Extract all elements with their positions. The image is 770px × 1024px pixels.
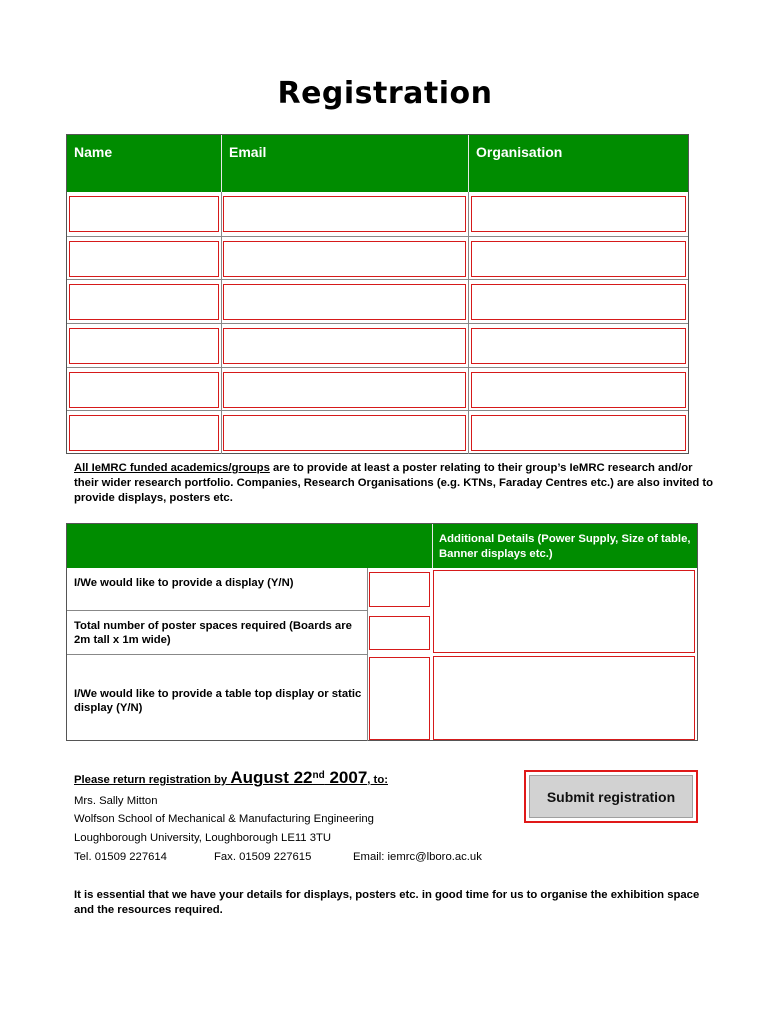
notice-text: are to provide at least a poster relating to their group’s IeMRC research and/or their wider research portfolio. Companies, Research Organisations (e.g. KTNs, Faraday Centres etc.) are also invited to provide displays, posters etc. [74, 462, 714, 504]
registration-row [67, 323, 688, 367]
organisation-input[interactable] [471, 372, 686, 408]
name-input[interactable] [69, 415, 219, 451]
display-yn-input[interactable] [369, 572, 430, 607]
display-table-header [67, 524, 697, 568]
telephone: Tel. 01509 227614 [74, 851, 167, 863]
return-instructions [74, 768, 388, 788]
organisation-input[interactable] [471, 415, 686, 451]
additional-details-header: Additional Details (Power Supply, Size of table, Banner displays etc.) [432, 524, 697, 568]
email-input[interactable] [223, 372, 466, 408]
university-address: Loughborough University, Loughborough LE11 3TU [74, 832, 332, 844]
return-year: 2007 [324, 768, 368, 787]
email-column-header: Email [221, 135, 468, 192]
fax: Fax. 01509 227615 [214, 851, 312, 863]
page-title: Registration [277, 76, 493, 111]
table-top-yn-input[interactable] [369, 657, 430, 740]
email-input[interactable] [223, 415, 466, 451]
name-input[interactable] [69, 196, 219, 232]
table-top-display-question: I/We would like to provide a table top display or static display (Y/N) [74, 688, 362, 714]
registration-rows [67, 192, 688, 454]
email-input[interactable] [223, 196, 466, 232]
submit-registration-button[interactable]: Submit registration [529, 775, 693, 818]
essential-note: It is essential that we have your details for displays, posters etc. in good time for us to organise the exhibition space and the resources required. [74, 889, 700, 916]
registration-row [67, 236, 688, 280]
registration-table-header [67, 135, 688, 192]
email-input[interactable] [223, 241, 466, 277]
name-input[interactable] [69, 284, 219, 320]
registration-row [67, 192, 688, 236]
display-table [66, 523, 698, 741]
department: Wolfson School of Mechanical & Manufacturing Engineering [74, 813, 374, 825]
contact-name: Mrs. Sally Mitton [74, 795, 158, 807]
name-column-header: Name [74, 144, 113, 160]
name-input[interactable] [69, 328, 219, 364]
return-prefix: Please return registration by [74, 774, 231, 786]
organisation-input[interactable] [471, 196, 686, 232]
additional-details-input-2[interactable] [433, 656, 695, 740]
return-suffix: , to: [367, 774, 388, 786]
return-date-suffix: nd [312, 770, 325, 782]
registration-table [66, 134, 689, 454]
email-input[interactable] [223, 284, 466, 320]
display-question: I/We would like to provide a display (Y/N) [74, 577, 294, 589]
email-input[interactable] [223, 328, 466, 364]
contact-email: Email: iemrc@lboro.ac.uk [353, 851, 482, 863]
registration-row [67, 410, 688, 454]
registration-row [67, 367, 688, 411]
return-date: August 22 [230, 768, 313, 787]
organisation-input[interactable] [471, 241, 686, 277]
organisation-input[interactable] [471, 284, 686, 320]
poster-spaces-question: Total number of poster spaces required (Boards are 2m tall x 1m wide) [74, 620, 352, 646]
submit-button-frame [524, 770, 698, 823]
organisation-column-header: Organisation [468, 135, 688, 192]
registration-row [67, 279, 688, 323]
poster-spaces-input[interactable] [369, 616, 430, 650]
name-input[interactable] [69, 241, 219, 277]
poster-notice [74, 461, 714, 506]
notice-underlined: All IeMRC funded academics/groups [74, 462, 270, 474]
additional-details-input[interactable] [433, 570, 695, 653]
organisation-input[interactable] [471, 328, 686, 364]
name-input[interactable] [69, 372, 219, 408]
